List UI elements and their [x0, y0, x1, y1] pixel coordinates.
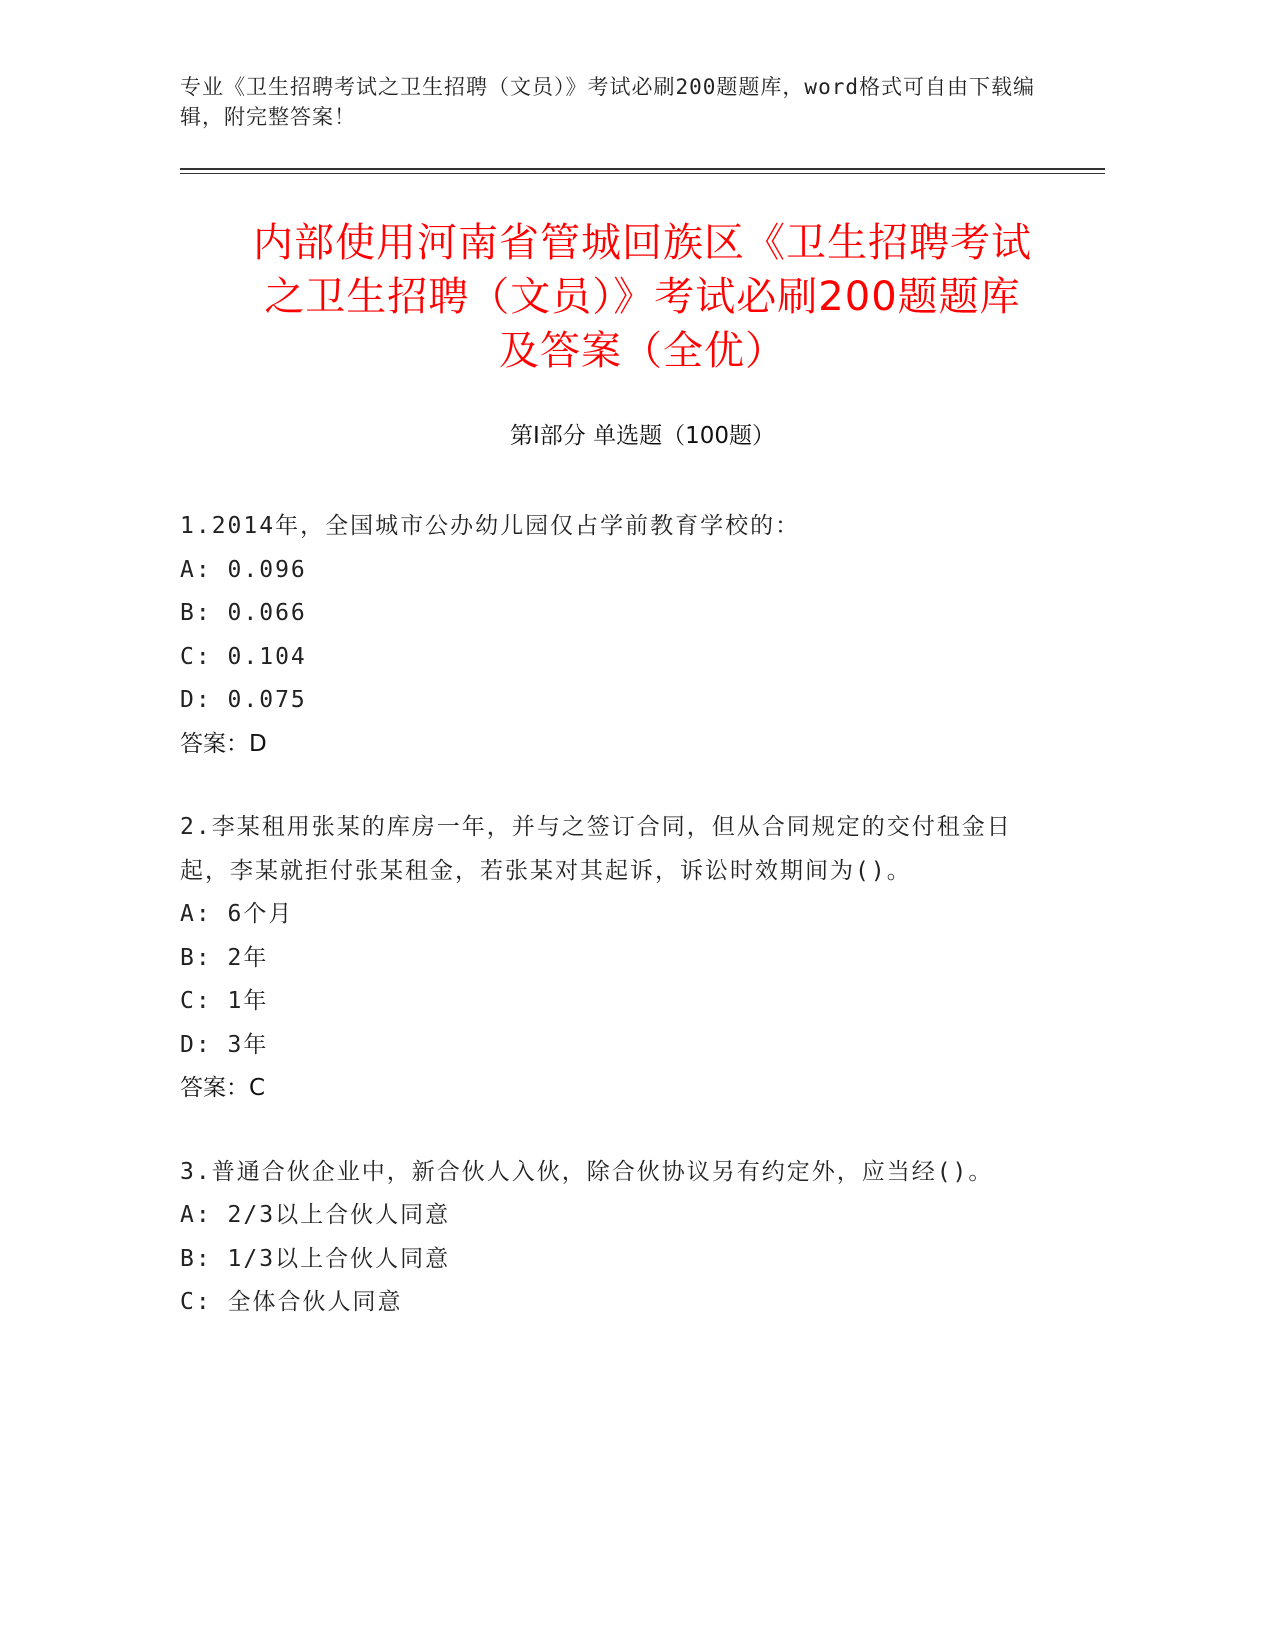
header-divider-thick: [180, 168, 1105, 170]
section-title: 第Ⅰ部分 单选题（100题）: [510, 423, 775, 449]
answer: 答案：C: [180, 1075, 266, 1101]
document-title-line-2: 之卫生招聘（文员）》考试必刷200题题库: [264, 274, 1021, 320]
option-a: A: 6个月: [180, 901, 294, 927]
question-3: [180, 1151, 1060, 1325]
question-2: [180, 806, 1060, 1111]
option-c: C: 0.104: [180, 643, 307, 670]
option-b: B: 1/3以上合伙人同意: [180, 1245, 451, 1272]
header-note: 专业《卫生招聘考试之卫生招聘（文员）》考试必刷200题题库，word格式可自由下载编辑，附完整答案！: [180, 75, 1035, 129]
option-c: C: 全体合伙人同意: [180, 1289, 403, 1315]
option-a: A: 0.096: [180, 556, 307, 583]
question-text: 2.李某租用张某的库房一年，并与之签订合同，但从合同规定的交付租金日起，李某就拒付张某租金，若张某对其起诉，诉讼时效期间为()。: [180, 814, 1012, 884]
question-1: [180, 505, 1060, 766]
option-b: B: 2年: [180, 944, 269, 971]
option-d: D: 0.075: [180, 687, 307, 713]
option-a: A: 2/3以上合伙人同意: [180, 1202, 451, 1228]
question-text: 1.2014年，全国城市公办幼儿园仅占学前教育学校的：: [180, 513, 801, 539]
header-divider-thin: [180, 173, 1105, 174]
question-list: [180, 505, 1060, 1365]
document-title: [180, 216, 1105, 378]
option-b: B: 0.066: [180, 600, 307, 626]
document-title-line-1: 内部使用河南省管城回族区《卫生招聘考试: [253, 220, 1032, 266]
question-text: 3.普通合伙企业中，新合伙人入伙，除合伙协议另有约定外，应当经()。: [180, 1158, 994, 1185]
option-c: C: 1年: [180, 988, 269, 1014]
option-d: D: 3年: [180, 1031, 269, 1058]
answer: 答案：D: [180, 730, 267, 757]
document-title-line-3: 及答案（全优）: [499, 328, 786, 374]
